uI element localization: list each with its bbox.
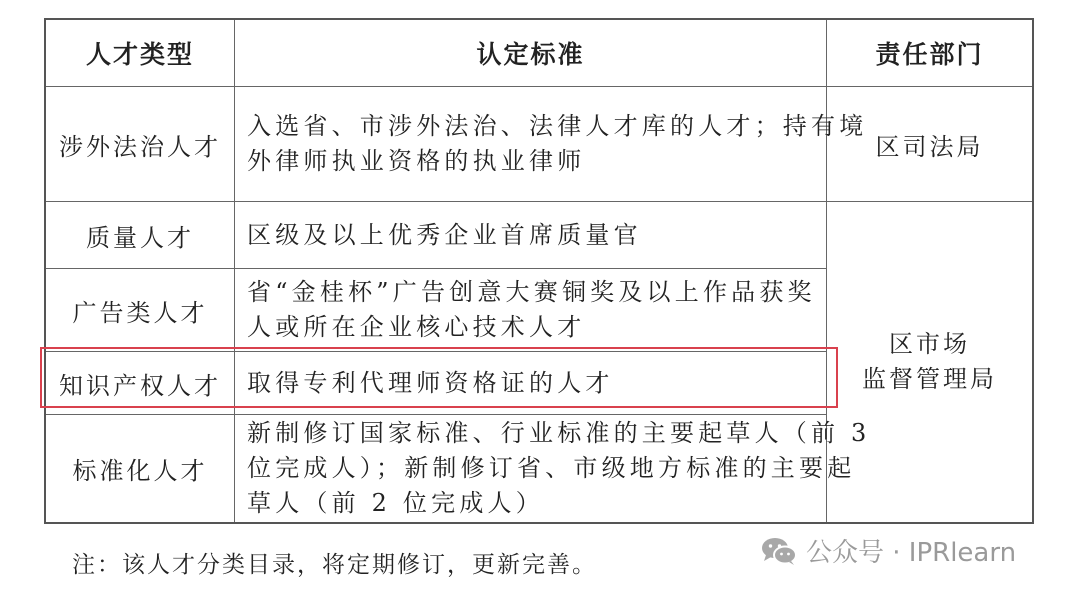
row-criteria-advertising — [235, 269, 826, 351]
merged-department-market-supervision — [827, 202, 1032, 522]
talent-table — [44, 18, 1034, 524]
criteria-line: 取得专利代理师资格证的人才 — [247, 368, 614, 397]
watermark-text: 公众号 · IPRlearn — [806, 538, 1017, 568]
watermark — [760, 532, 1016, 569]
wechat-icon — [760, 536, 798, 566]
row-criteria-standardization — [235, 415, 871, 522]
criteria-line: 入选省、市涉外法治、法律人才库的人才；持有境 — [247, 112, 868, 140]
ip-row-highlight — [40, 347, 838, 408]
table-note: 注：该人才分类目录，将定期修订，更新完善。 — [72, 552, 597, 578]
row-type-foreign-law: 涉外法治人才 — [59, 132, 221, 161]
row-criteria-foreign-law — [235, 87, 868, 201]
header-talent-type: 人才类型 — [85, 40, 194, 69]
row-department-justice: 区司法局 — [875, 132, 984, 161]
criteria-line: 草人（前 2 位完成人） — [247, 489, 544, 517]
department-line: 区市场 — [889, 330, 970, 358]
row-type-ip: 知识产权人才 — [59, 371, 221, 400]
row-type-quality: 质量人才 — [86, 223, 194, 252]
criteria-line: 新制修订国家标准、行业标准的主要起草人（前 3 — [247, 419, 871, 447]
criteria-line: 人或所在企业核心技术人才 — [247, 313, 586, 341]
row-type-advertising: 广告类人才 — [72, 298, 208, 327]
criteria-line: 外律师执业资格的执业律师 — [247, 147, 586, 175]
criteria-line: 位完成人）；新制修订省、市级地方标准的主要起 — [247, 454, 856, 482]
criteria-line: 省“金桂杯”广告创意大赛铜奖及以上作品获奖 — [247, 278, 816, 306]
header-department: 责任部门 — [875, 40, 984, 69]
row-type-standardization: 标准化人才 — [72, 457, 208, 485]
department-line: 监督管理局 — [862, 365, 997, 393]
header-criteria: 认定标准 — [476, 40, 585, 69]
criteria-line: 区级及以上优秀企业首席质量官 — [247, 220, 642, 249]
row-criteria-quality — [235, 202, 826, 268]
